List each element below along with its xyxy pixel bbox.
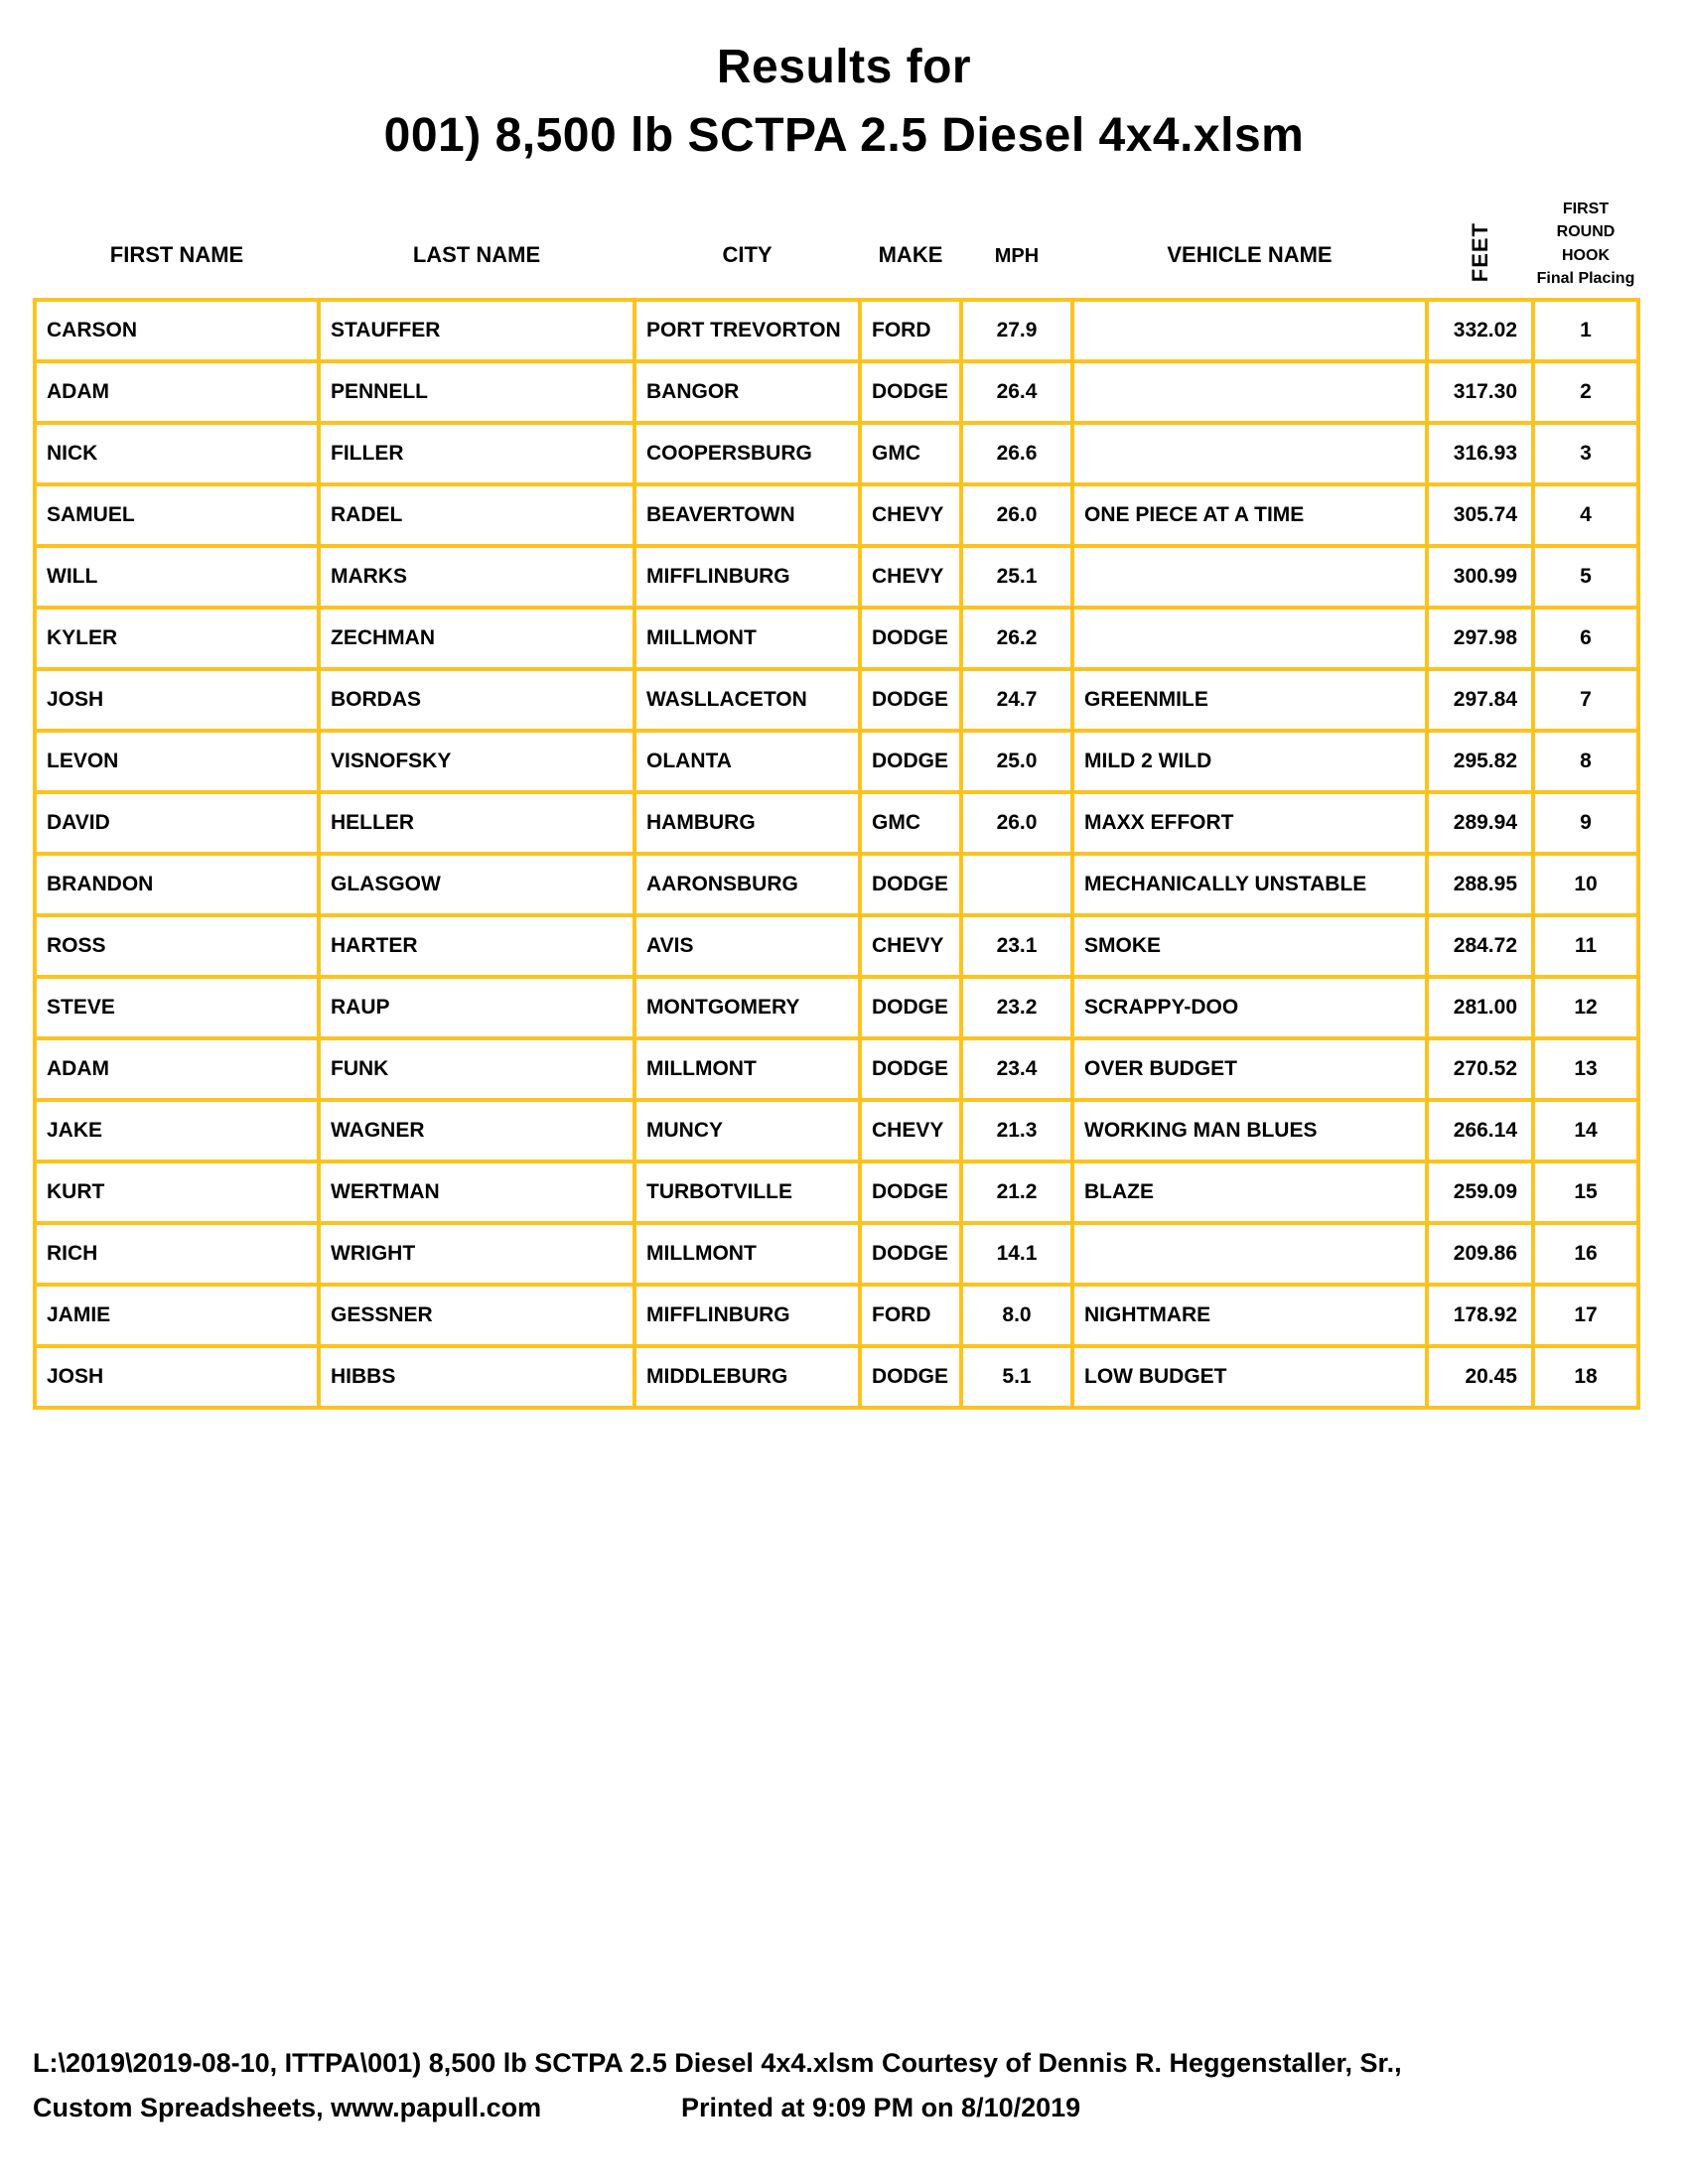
cell-make: DODGE bbox=[860, 361, 961, 423]
cell-last-name: RAUP bbox=[319, 977, 634, 1038]
cell-make: GMC bbox=[860, 423, 961, 484]
cell-last-name: WAGNER bbox=[319, 1100, 634, 1161]
placing-header-line3: Final Placing bbox=[1536, 269, 1635, 287]
table-row bbox=[35, 1038, 1638, 1100]
cell-last-name: FUNK bbox=[319, 1038, 634, 1100]
cell-vehicle-name: ONE PIECE AT A TIME bbox=[1072, 484, 1427, 546]
cell-mph: 26.2 bbox=[961, 608, 1072, 669]
cell-mph: 5.1 bbox=[961, 1346, 1072, 1408]
cell-mph: 21.3 bbox=[961, 1100, 1072, 1161]
cell-mph: 25.0 bbox=[961, 731, 1072, 792]
cell-last-name: STAUFFER bbox=[319, 300, 634, 361]
cell-feet: 259.09 bbox=[1427, 1161, 1533, 1223]
cell-mph: 23.2 bbox=[961, 977, 1072, 1038]
page-subtitle-filename: 001) 8,500 lb SCTPA 2.5 Diesel 4x4.xlsm bbox=[383, 109, 1305, 162]
cell-vehicle-name: SCRAPPY-DOO bbox=[1072, 977, 1427, 1038]
cell-mph: 26.6 bbox=[961, 423, 1072, 484]
cell-make: DODGE bbox=[860, 731, 961, 792]
cell-first-name: CARSON bbox=[35, 300, 319, 361]
cell-make: DODGE bbox=[860, 1038, 961, 1100]
cell-placing: 6 bbox=[1533, 608, 1638, 669]
cell-make: DODGE bbox=[860, 1346, 961, 1408]
cell-make: DODGE bbox=[860, 854, 961, 915]
cell-feet: 281.00 bbox=[1427, 977, 1533, 1038]
cell-vehicle-name: MILD 2 WILD bbox=[1072, 731, 1427, 792]
cell-city: MIFFLINBURG bbox=[634, 546, 860, 608]
cell-feet: 305.74 bbox=[1427, 484, 1533, 546]
cell-city: OLANTA bbox=[634, 731, 860, 792]
table-row bbox=[35, 915, 1638, 977]
cell-mph: 24.7 bbox=[961, 669, 1072, 731]
table-row bbox=[35, 1346, 1638, 1408]
results-table-body bbox=[35, 300, 1638, 1408]
cell-make: CHEVY bbox=[860, 1100, 961, 1161]
table-row bbox=[35, 300, 1638, 361]
cell-city: MUNCY bbox=[634, 1100, 860, 1161]
column-header-feet bbox=[1427, 163, 1533, 300]
cell-mph: 26.0 bbox=[961, 792, 1072, 854]
table-row bbox=[35, 854, 1638, 915]
table-row bbox=[35, 608, 1638, 669]
cell-city: TURBOTVILLE bbox=[634, 1161, 860, 1223]
cell-vehicle-name: MECHANICALLY UNSTABLE bbox=[1072, 854, 1427, 915]
table-row bbox=[35, 1223, 1638, 1285]
cell-vehicle-name bbox=[1072, 300, 1427, 361]
column-header-city: CITY bbox=[722, 242, 773, 267]
table-row bbox=[35, 361, 1638, 423]
cell-city: MIDDLEBURG bbox=[634, 1346, 860, 1408]
cell-feet: 20.45 bbox=[1427, 1346, 1533, 1408]
cell-city: COOPERSBURG bbox=[634, 423, 860, 484]
cell-city: MILLMONT bbox=[634, 1038, 860, 1100]
cell-vehicle-name bbox=[1072, 546, 1427, 608]
cell-last-name: ZECHMAN bbox=[319, 608, 634, 669]
cell-last-name: GLASGOW bbox=[319, 854, 634, 915]
cell-vehicle-name: WORKING MAN BLUES bbox=[1072, 1100, 1427, 1161]
cell-vehicle-name: OVER BUDGET bbox=[1072, 1038, 1427, 1100]
cell-placing: 16 bbox=[1533, 1223, 1638, 1285]
cell-make: GMC bbox=[860, 792, 961, 854]
cell-first-name: JAMIE bbox=[35, 1285, 319, 1346]
cell-city: HAMBURG bbox=[634, 792, 860, 854]
cell-mph: 26.4 bbox=[961, 361, 1072, 423]
cell-city: MILLMONT bbox=[634, 1223, 860, 1285]
cell-mph: 14.1 bbox=[961, 1223, 1072, 1285]
cell-placing: 9 bbox=[1533, 792, 1638, 854]
cell-last-name: HARTER bbox=[319, 915, 634, 977]
cell-make: FORD bbox=[860, 300, 961, 361]
cell-city: MIFFLINBURG bbox=[634, 1285, 860, 1346]
cell-last-name: HIBBS bbox=[319, 1346, 634, 1408]
cell-first-name: SAMUEL bbox=[35, 484, 319, 546]
cell-placing: 13 bbox=[1533, 1038, 1638, 1100]
cell-last-name: WERTMAN bbox=[319, 1161, 634, 1223]
column-header-make: MAKE bbox=[878, 242, 943, 267]
footer-file-path: L:\2019\2019-08-10, ITTPA\001) 8,500 lb SCTPA 2.5 Diesel 4x4.xlsm Courtesy of Dennis R. Heggenstaller, Sr., bbox=[33, 2048, 1402, 2078]
page-footer bbox=[33, 2041, 1671, 2130]
cell-make: CHEVY bbox=[860, 546, 961, 608]
table-row bbox=[35, 1100, 1638, 1161]
cell-feet: 317.30 bbox=[1427, 361, 1533, 423]
cell-vehicle-name bbox=[1072, 361, 1427, 423]
column-header-last-name: LAST NAME bbox=[412, 242, 541, 267]
cell-vehicle-name: GREENMILE bbox=[1072, 669, 1427, 731]
cell-feet: 332.02 bbox=[1427, 300, 1533, 361]
cell-last-name: WRIGHT bbox=[319, 1223, 634, 1285]
cell-last-name: VISNOFSKY bbox=[319, 731, 634, 792]
cell-placing: 1 bbox=[1533, 300, 1638, 361]
cell-placing: 12 bbox=[1533, 977, 1638, 1038]
cell-feet: 295.82 bbox=[1427, 731, 1533, 792]
cell-first-name: LEVON bbox=[35, 731, 319, 792]
cell-vehicle-name: SMOKE bbox=[1072, 915, 1427, 977]
cell-city: WASLLACETON bbox=[634, 669, 860, 731]
cell-first-name: ROSS bbox=[35, 915, 319, 977]
footer-credit-line bbox=[33, 2086, 1671, 2130]
cell-feet: 316.93 bbox=[1427, 423, 1533, 484]
cell-feet: 209.86 bbox=[1427, 1223, 1533, 1285]
cell-placing: 8 bbox=[1533, 731, 1638, 792]
feet-vertical-label: FEET bbox=[1467, 221, 1492, 282]
cell-last-name: HELLER bbox=[319, 792, 634, 854]
cell-last-name: BORDAS bbox=[319, 669, 634, 731]
cell-city: AARONSBURG bbox=[634, 854, 860, 915]
cell-mph: 26.0 bbox=[961, 484, 1072, 546]
cell-vehicle-name: BLAZE bbox=[1072, 1161, 1427, 1223]
cell-city: BANGOR bbox=[634, 361, 860, 423]
cell-first-name: NICK bbox=[35, 423, 319, 484]
cell-city: PORT TREVORTON bbox=[634, 300, 860, 361]
cell-mph: 27.9 bbox=[961, 300, 1072, 361]
cell-mph: 21.2 bbox=[961, 1161, 1072, 1223]
cell-last-name: RADEL bbox=[319, 484, 634, 546]
cell-make: DODGE bbox=[860, 1161, 961, 1223]
table-row bbox=[35, 423, 1638, 484]
table-row bbox=[35, 1285, 1638, 1346]
cell-mph: 23.4 bbox=[961, 1038, 1072, 1100]
cell-make: DODGE bbox=[860, 1223, 961, 1285]
cell-placing: 14 bbox=[1533, 1100, 1638, 1161]
cell-make: CHEVY bbox=[860, 915, 961, 977]
cell-make: FORD bbox=[860, 1285, 961, 1346]
cell-city: MILLMONT bbox=[634, 608, 860, 669]
column-header-vehicle-name: VEHICLE NAME bbox=[1167, 242, 1333, 267]
cell-placing: 15 bbox=[1533, 1161, 1638, 1223]
results-table bbox=[33, 163, 1640, 1410]
cell-feet: 300.99 bbox=[1427, 546, 1533, 608]
cell-first-name: KYLER bbox=[35, 608, 319, 669]
cell-placing: 5 bbox=[1533, 546, 1638, 608]
cell-make: DODGE bbox=[860, 669, 961, 731]
cell-last-name: FILLER bbox=[319, 423, 634, 484]
table-row bbox=[35, 792, 1638, 854]
cell-placing: 10 bbox=[1533, 854, 1638, 915]
cell-feet: 288.95 bbox=[1427, 854, 1533, 915]
cell-first-name: KURT bbox=[35, 1161, 319, 1223]
cell-first-name: STEVE bbox=[35, 977, 319, 1038]
cell-first-name: ADAM bbox=[35, 1038, 319, 1100]
cell-vehicle-name bbox=[1072, 1223, 1427, 1285]
cell-placing: 11 bbox=[1533, 915, 1638, 977]
cell-placing: 17 bbox=[1533, 1285, 1638, 1346]
page-title: Results for bbox=[716, 41, 972, 93]
placing-header-line1: FIRST ROUND bbox=[1556, 201, 1616, 241]
table-row bbox=[35, 669, 1638, 731]
cell-mph: 8.0 bbox=[961, 1285, 1072, 1346]
cell-city: AVIS bbox=[634, 915, 860, 977]
cell-first-name: JOSH bbox=[35, 1346, 319, 1408]
cell-placing: 3 bbox=[1533, 423, 1638, 484]
cell-mph bbox=[961, 854, 1072, 915]
cell-placing: 18 bbox=[1533, 1346, 1638, 1408]
table-row bbox=[35, 1161, 1638, 1223]
cell-feet: 297.84 bbox=[1427, 669, 1533, 731]
footer-printed-timestamp: Printed at 9:09 PM on 8/10/2019 bbox=[681, 2093, 1081, 2122]
column-header-first-name: FIRST NAME bbox=[109, 242, 244, 267]
cell-make: DODGE bbox=[860, 977, 961, 1038]
cell-last-name: GESSNER bbox=[319, 1285, 634, 1346]
cell-last-name: PENNELL bbox=[319, 361, 634, 423]
cell-feet: 289.94 bbox=[1427, 792, 1533, 854]
cell-vehicle-name bbox=[1072, 423, 1427, 484]
cell-last-name: MARKS bbox=[319, 546, 634, 608]
cell-city: MONTGOMERY bbox=[634, 977, 860, 1038]
table-row bbox=[35, 484, 1638, 546]
cell-first-name: BRANDON bbox=[35, 854, 319, 915]
cell-vehicle-name bbox=[1072, 608, 1427, 669]
cell-feet: 284.72 bbox=[1427, 915, 1533, 977]
cell-feet: 297.98 bbox=[1427, 608, 1533, 669]
table-row bbox=[35, 546, 1638, 608]
header-row bbox=[35, 163, 1638, 300]
cell-vehicle-name: MAXX EFFORT bbox=[1072, 792, 1427, 854]
column-header-final-placing bbox=[1533, 163, 1638, 300]
cell-first-name: DAVID bbox=[35, 792, 319, 854]
table-row bbox=[35, 731, 1638, 792]
cell-city: BEAVERTOWN bbox=[634, 484, 860, 546]
cell-vehicle-name: LOW BUDGET bbox=[1072, 1346, 1427, 1408]
cell-vehicle-name: NIGHTMARE bbox=[1072, 1285, 1427, 1346]
placing-header-line2: HOOK bbox=[1562, 246, 1610, 264]
table-row bbox=[35, 977, 1638, 1038]
cell-placing: 4 bbox=[1533, 484, 1638, 546]
cell-make: DODGE bbox=[860, 608, 961, 669]
cell-first-name: ADAM bbox=[35, 361, 319, 423]
footer-spreadsheet-credit: Custom Spreadsheets, www.papull.com bbox=[33, 2093, 542, 2122]
cell-feet: 178.92 bbox=[1427, 1285, 1533, 1346]
cell-make: CHEVY bbox=[860, 484, 961, 546]
cell-placing: 7 bbox=[1533, 669, 1638, 731]
cell-first-name: JOSH bbox=[35, 669, 319, 731]
cell-feet: 270.52 bbox=[1427, 1038, 1533, 1100]
column-header-mph: MPH bbox=[994, 245, 1040, 267]
cell-first-name: JAKE bbox=[35, 1100, 319, 1161]
cell-mph: 23.1 bbox=[961, 915, 1072, 977]
cell-mph: 25.1 bbox=[961, 546, 1072, 608]
cell-first-name: RICH bbox=[35, 1223, 319, 1285]
cell-first-name: WILL bbox=[35, 546, 319, 608]
cell-feet: 266.14 bbox=[1427, 1100, 1533, 1161]
cell-placing: 2 bbox=[1533, 361, 1638, 423]
